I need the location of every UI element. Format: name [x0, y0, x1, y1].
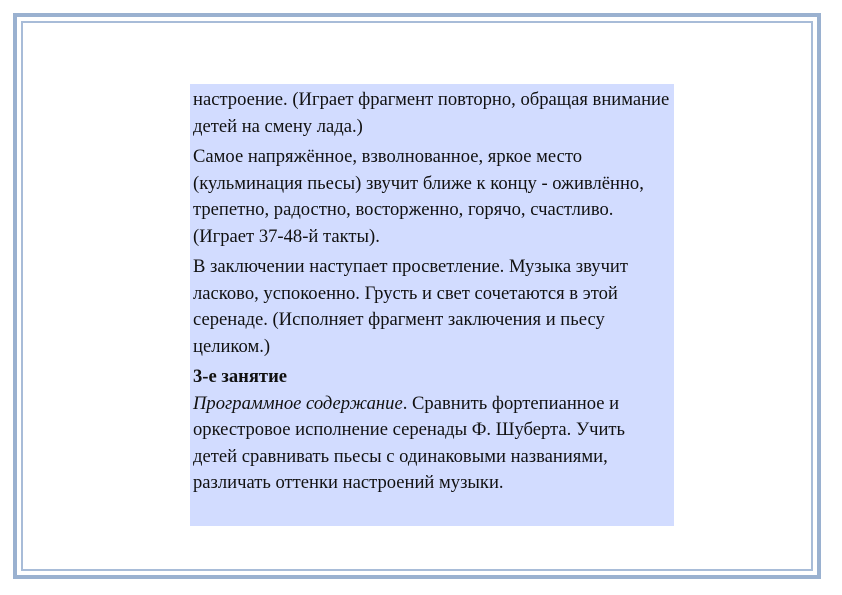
- paragraph-2: Самое напряжённое, взволнованное, яркое место (кульминация пьесы) звучит ближе к концу - оживлённо, трепетно, радостно, восторженно, горячо, счастливо. (Играет 37-48-й такты).: [193, 146, 644, 247]
- text-block: [190, 84, 674, 526]
- paragraph-3: В заключении наступает просветление. Музыка звучит ласково, успокоенно. Грусть и свет сочетаются в этой серенаде. (Исполняет фрагмент заключения и пьесу целиком.): [193, 256, 629, 357]
- paragraph-1: настроение. (Играет фрагмент повторно, обращая внимание детей на смену лада.): [193, 89, 670, 137]
- section-text: . Сравнить фортепианное и оркестровое исполнение серенады Ф. Шуберта. Учить детей сравнивать пьесы с одинаковыми названиями, различать оттенки настроений музыки.: [193, 392, 626, 493]
- section-paragraph: [193, 391, 670, 497]
- section-heading: 3-е занятие: [193, 366, 288, 387]
- section-label: Программное содержание: [193, 392, 403, 414]
